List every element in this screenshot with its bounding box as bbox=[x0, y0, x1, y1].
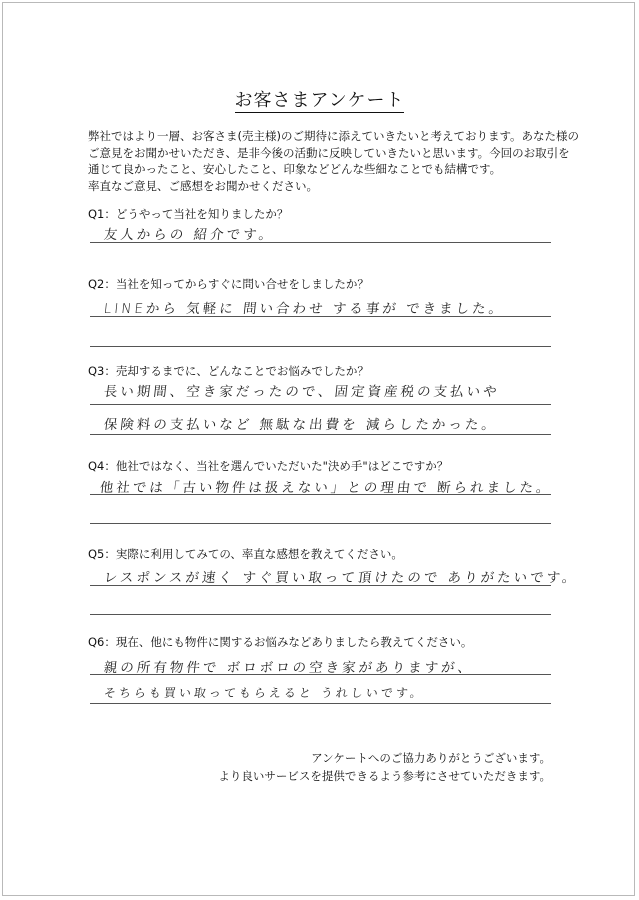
answer-line bbox=[90, 523, 551, 524]
answer-line bbox=[90, 346, 551, 347]
answer-line bbox=[90, 434, 551, 435]
question-2-answer: LINEから 気軽に 問い合わせ する事が できました。 bbox=[102, 301, 506, 317]
answer-line bbox=[90, 404, 551, 405]
question-3-label: Q3：売却するまでに、どんなことでお悩みでしたか？ bbox=[88, 364, 369, 378]
question-5-answer: レスポンスが速く すぐ買い取って頂けたので ありがたいです。 bbox=[102, 570, 580, 586]
question-6-answer-line-1: 親の所有物件で ボロボロの空き家がありますが、 bbox=[102, 660, 475, 676]
question-1-label: Q1：どうやって当社を知りましたか？ bbox=[88, 207, 289, 221]
question-1-answer: 友人からの 紹介です。 bbox=[102, 227, 276, 243]
question-5-label: Q5：実際に利用してみての、率直な感想を教えてください。 bbox=[88, 547, 403, 561]
intro-line: 弊社ではより一層、お客さま(売主様)のご期待に添えていきたいと考えております。あなた様の bbox=[88, 129, 580, 143]
question-3-answer-line-2: 保険料の支払いなど 無駄な出費を 減らしたかった。 bbox=[102, 417, 499, 433]
question-6-label: Q6：現在、他にも物件に関するお悩みなどありましたら教えてください。 bbox=[88, 635, 473, 649]
answer-line bbox=[90, 585, 551, 586]
question-6-answer-line-2: そちらも買い取ってもらえると うれしいです。 bbox=[103, 686, 426, 700]
answer-line bbox=[90, 494, 551, 495]
answer-line bbox=[90, 703, 551, 704]
intro-line: 通じて良かったこと、安心したこと、印象などどんな些細なことでも結構です。 bbox=[88, 162, 502, 176]
answer-line bbox=[90, 614, 551, 615]
answer-line bbox=[90, 674, 551, 675]
intro-line: ご意見をお聞かせいただき、是非今後の活動に反映していきたいと思います。今回のお取引を bbox=[88, 145, 570, 160]
closing-line-1: アンケートへのご協力ありがとうございます。 bbox=[311, 751, 551, 765]
answer-line bbox=[90, 316, 551, 317]
answer-line bbox=[90, 242, 551, 243]
question-4-label: Q4：他社ではなく、当社を選んでいただいた"決め手"はどこですか？ bbox=[88, 459, 449, 473]
closing-line-2: より良いサービスを提供できるよう参考にさせていただきます。 bbox=[218, 769, 551, 783]
question-4-answer: 他社では「古い物件は扱えない」との理由で 断られました。 bbox=[98, 480, 554, 496]
survey-title-text: お客さまアンケート bbox=[234, 90, 405, 111]
intro-text bbox=[88, 128, 580, 194]
question-3-answer-line-1: 長い期間、空き家だったので、固定資産税の支払いや bbox=[102, 384, 501, 400]
survey-title bbox=[0, 86, 639, 112]
question-2-label: Q2：当社を知ってからすぐに問い合せをしましたか？ bbox=[88, 277, 369, 291]
intro-line: 率直なご意見、ご感想をお聞かせください。 bbox=[88, 178, 318, 193]
